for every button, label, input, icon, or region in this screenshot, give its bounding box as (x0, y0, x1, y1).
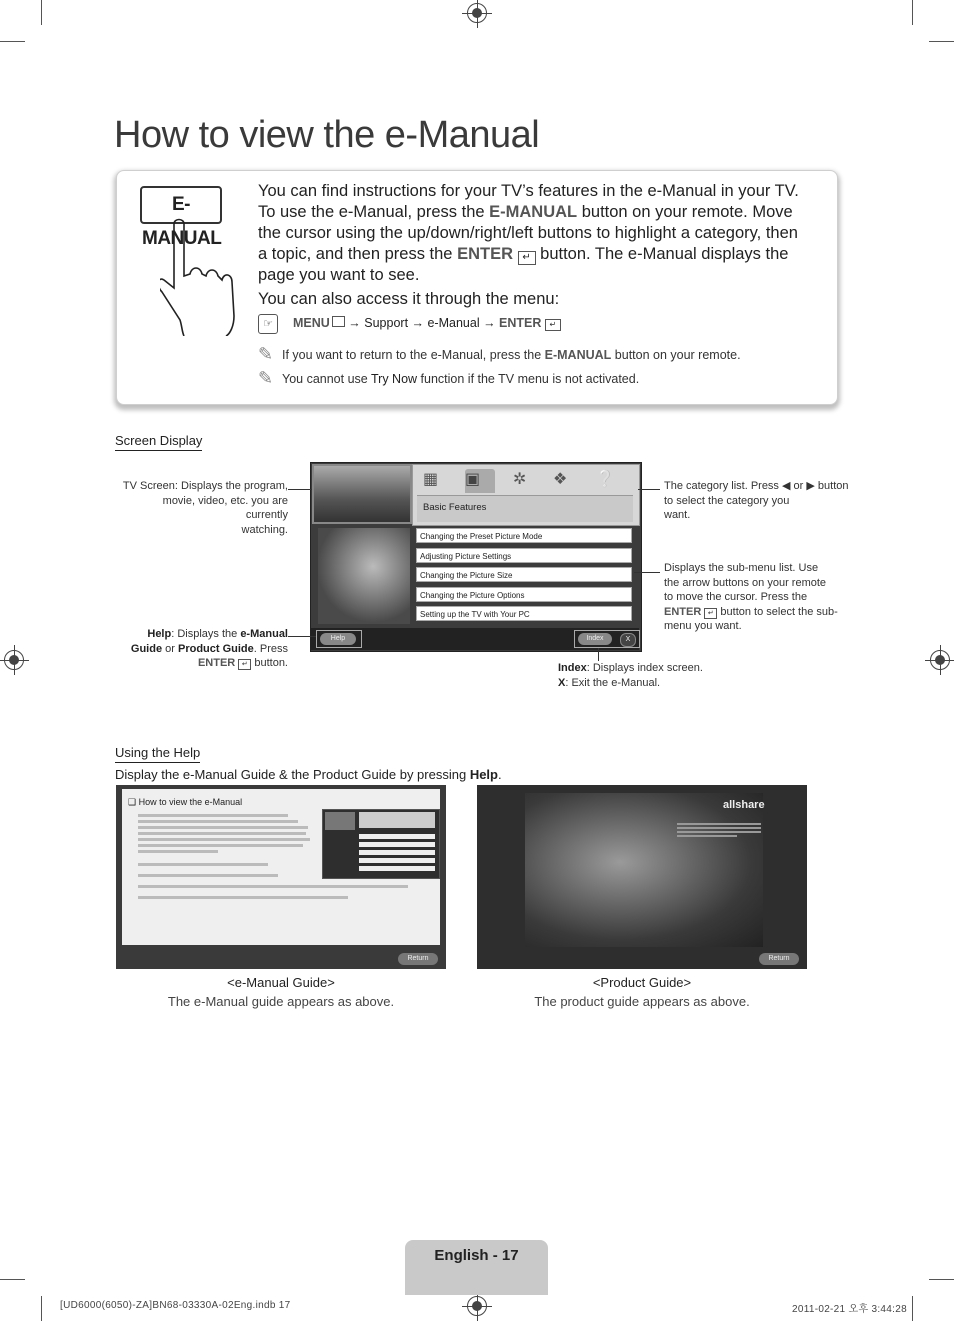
crop-mark (929, 1279, 954, 1280)
picture-icon: ▦ (423, 471, 439, 488)
tv-screen-note (118, 479, 288, 537)
help-note-line (118, 656, 288, 671)
help-button[interactable]: Help (320, 633, 356, 645)
enter-keyword: ENTER (664, 605, 702, 618)
leader-line (288, 489, 312, 490)
enter-icon: ↵ (238, 659, 251, 670)
sub-menu-note (664, 561, 849, 634)
hand-pointer-icon (160, 216, 246, 336)
desc-text: Display the e-Manual Guide & the Product Guide by pressing (115, 767, 470, 782)
index-note-line (558, 661, 703, 676)
tv-note-line: movie, video, etc. you are currently (162, 494, 288, 521)
emanual-guide-screenshot (116, 785, 446, 969)
enter-icon: ↵ (545, 319, 561, 331)
menu-keyword: MENU (293, 316, 330, 330)
tv-note-line: watching. (241, 523, 288, 536)
crop-mark (912, 0, 913, 25)
sub-note-line: menu you want. (664, 620, 742, 632)
settings-icon: ✲ (513, 471, 527, 488)
menu-path (293, 316, 561, 331)
enter-keyword: ENTER (457, 245, 513, 263)
category-title: Basic Features (423, 502, 487, 513)
footer-timestamp: 2011-02-21 오후 3:44:28 (792, 1304, 907, 1315)
note-text: button on your remote. (611, 348, 741, 362)
note-pencil-icon: ✎ (258, 344, 274, 364)
intro-line-6: You can also access it through the menu: (258, 290, 560, 308)
desc-text: . (497, 767, 502, 782)
category-note (664, 479, 849, 523)
index-keyword: Index (558, 662, 587, 674)
enter-icon: ↵ (518, 251, 536, 265)
help-keyword: Help (147, 628, 172, 640)
intro-text: a topic, and then press the (258, 245, 458, 263)
left-arrow-icon: ◀ (782, 480, 791, 492)
crop-mark (41, 1296, 42, 1321)
leader-line (634, 572, 660, 573)
product-guide-visual (525, 793, 763, 947)
note-pencil-icon: ✎ (258, 368, 274, 388)
note-text: or (162, 642, 178, 655)
note-text: : Exit the e-Manual. (565, 676, 661, 689)
basic-features-icon: ▣ (465, 471, 481, 488)
category-tab[interactable] (513, 469, 543, 493)
note-2 (282, 372, 639, 386)
sub-menu-item[interactable]: Changing the Picture Size (416, 567, 632, 582)
sub-note-line (664, 605, 849, 620)
enter-keyword: ENTER (197, 657, 236, 669)
cat-note-line (664, 479, 849, 494)
allshare-logo: allshare (723, 799, 765, 811)
emanual-guide-caption: The e-Manual guide appears as above. (167, 994, 395, 1009)
using-help-heading: Using the Help (115, 745, 200, 763)
crop-mark (929, 41, 954, 42)
registration-mark-icon (4, 650, 24, 670)
guide-page (122, 789, 440, 945)
intro-text: To use the e-Manual, press the (258, 203, 490, 221)
note-text: The category list. Press (664, 480, 782, 492)
leader-line (598, 648, 599, 661)
footer-file-info: [UD6000(6050)-ZA]BN68-03330A-02Eng.indb 17 (60, 1300, 291, 1311)
emanual-keyword: E-MANUAL (544, 348, 612, 362)
help-note-line (118, 642, 288, 657)
note-text: or (790, 480, 807, 492)
right-arrow-icon: ▶ (806, 480, 815, 492)
registration-mark-icon (930, 650, 950, 670)
guide-keyword: Guide (130, 642, 163, 655)
emanual-guide-caption-title: <e-Manual Guide> (227, 975, 335, 990)
emanual-graphic (318, 528, 410, 624)
category-tab[interactable] (553, 469, 583, 493)
sub-menu-item[interactable]: Changing the Picture Options (416, 587, 632, 602)
crop-mark (0, 1279, 25, 1280)
note-text: button to select the sub- (717, 605, 838, 618)
category-tab[interactable] (423, 469, 453, 493)
index-button[interactable]: Index (578, 633, 612, 645)
using-help-description (115, 767, 502, 782)
cat-note-line: want. (664, 509, 691, 521)
intro-line-1: You can find instructions for your TV’s features in the e-Manual in your TV. (258, 182, 799, 200)
intro-text: button on your remote. Move (577, 203, 793, 221)
product-guide-caption-title: <Product Guide> (592, 975, 692, 990)
exit-button[interactable]: X (620, 633, 636, 647)
enter-icon: ↵ (704, 608, 717, 619)
menu-path-text: → Support → e-Manual → (344, 316, 500, 330)
note-text: function if the TV menu is not activated. (417, 372, 640, 386)
crop-mark (0, 41, 25, 42)
help-keyword: Help (469, 767, 498, 782)
page-title: How to view the e-Manual (114, 114, 540, 156)
sub-menu-item[interactable]: Adjusting Picture Settings (416, 548, 632, 563)
intro-line-2 (258, 202, 793, 223)
tv-note-line: TV Screen: Displays the program, (122, 480, 288, 492)
emanual-button-badge: E-MANUAL (140, 186, 222, 224)
x-note-line (558, 676, 703, 691)
note-text: . Press (253, 642, 288, 655)
x-keyword: X (558, 676, 566, 689)
help-note-line (118, 627, 288, 642)
registration-mark-icon (467, 3, 487, 23)
note-1 (282, 348, 741, 362)
product-guide-screenshot (477, 785, 807, 969)
leader-line (638, 489, 660, 490)
screen-display-heading: Screen Display (115, 433, 202, 451)
leader-line (288, 636, 316, 637)
emanual-keyword: e-Manual (240, 628, 288, 640)
registration-mark-icon (467, 1296, 487, 1316)
guide-page-title: How to view the e-Manual (138, 797, 243, 807)
note-text: You cannot use (282, 372, 371, 386)
category-list[interactable] (412, 464, 640, 526)
crop-mark (912, 1296, 913, 1321)
tv-screen-thumbnail (312, 464, 412, 524)
emanual-keyword: E-MANUAL (489, 203, 578, 221)
note-text: If you want to return to the e-Manual, press the (282, 348, 545, 362)
enter-keyword: ENTER (499, 316, 542, 330)
category-tab-active[interactable] (465, 469, 495, 493)
cat-note-line: to select the category you (664, 494, 790, 507)
return-button[interactable]: Return (398, 953, 438, 965)
note-text: button. (251, 657, 288, 669)
try-now-keyword: Try Now (370, 372, 418, 386)
menu-hand-icon: ☞ (258, 314, 278, 334)
crop-mark (41, 0, 42, 25)
intro-line-4 (258, 244, 788, 265)
intro-line-3: the cursor using the up/down/right/left buttons to highlight a category, then (258, 224, 798, 242)
note-text: : Displays index screen. (586, 662, 703, 674)
page-number: English - 17 (434, 1247, 519, 1264)
sub-note-line: Displays the sub-menu list. Use (664, 562, 819, 574)
product-guide-keyword: Product Guide (177, 642, 254, 655)
note-text: button (814, 480, 849, 492)
product-guide-text (677, 821, 761, 841)
intro-line-5: page you want to see. (258, 266, 420, 284)
menu-icon (332, 316, 345, 327)
guide-mini-screen (322, 809, 440, 879)
sub-note-line: the arrow buttons on your remote (664, 576, 827, 589)
guide-text-block (138, 811, 314, 902)
features-icon: ❖ (553, 471, 568, 488)
intro-text: button. The e-Manual displays the (535, 245, 789, 263)
guide-page-heading: ❑ How to view the e-Manual (128, 797, 243, 807)
category-tab[interactable] (595, 469, 625, 493)
index-note (558, 661, 703, 690)
sub-menu-item[interactable]: Setting up the TV with Your PC (416, 606, 632, 621)
product-guide-caption: The product guide appears as above. (534, 994, 750, 1009)
note-text: : Displays the (171, 628, 241, 640)
sub-menu-item[interactable]: Changing the Preset Picture Mode (416, 528, 632, 543)
return-button[interactable]: Return (759, 953, 799, 965)
help-note (118, 627, 288, 671)
sub-note-line: to move the cursor. Press the (664, 591, 808, 603)
help-icon: ❔ (595, 471, 615, 488)
